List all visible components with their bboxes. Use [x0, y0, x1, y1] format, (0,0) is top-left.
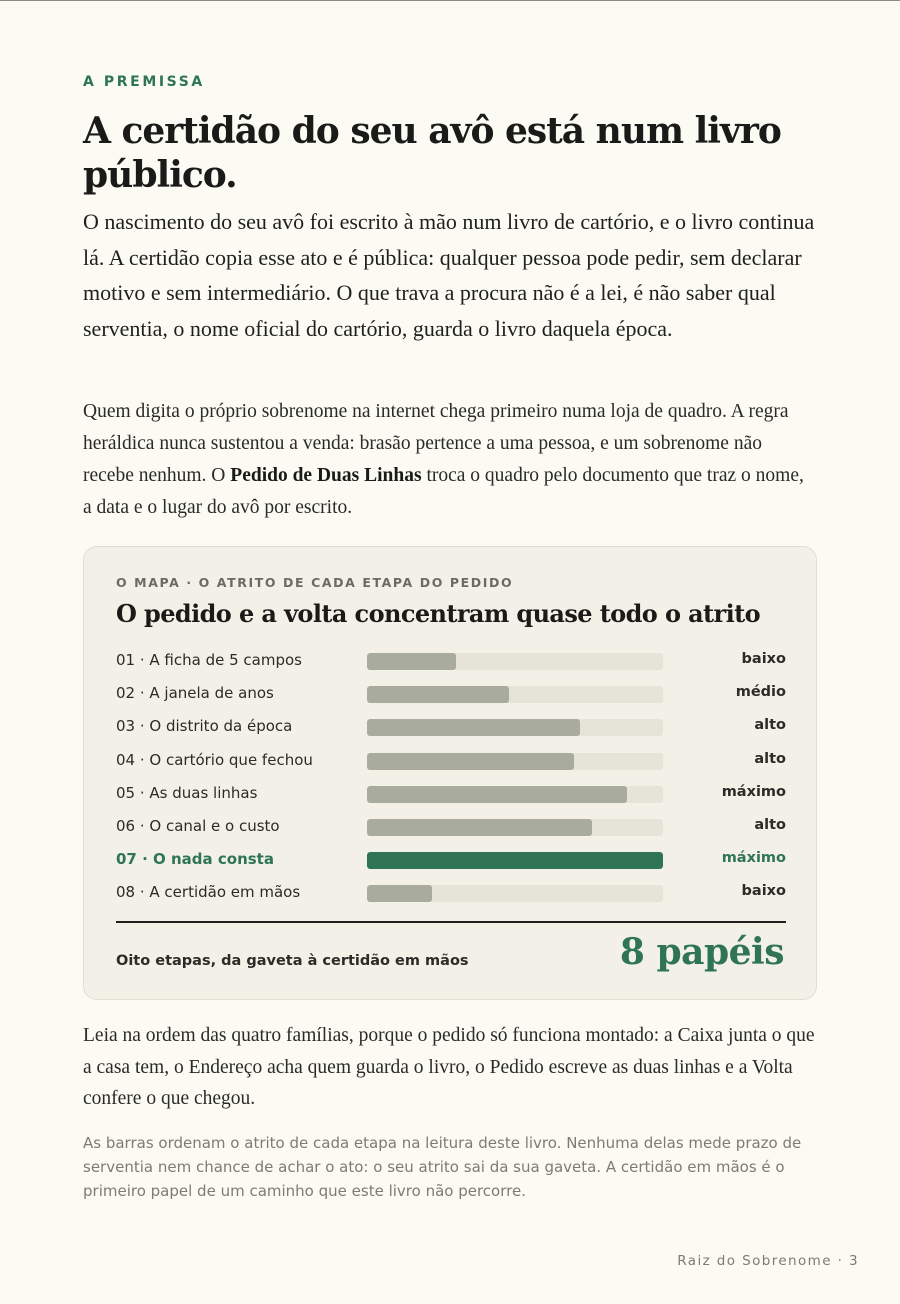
bar-category-label: 07 · O nada consta: [116, 850, 274, 869]
bar-category-label: 06 · O canal e o custo: [116, 817, 280, 835]
bar: [367, 753, 574, 770]
bar: [367, 686, 509, 703]
bar-row: [116, 749, 786, 773]
bar-value-label: alto: [754, 717, 786, 734]
bar-value-label: médio: [735, 684, 786, 701]
bar-category-label: 02 · A janela de anos: [116, 684, 274, 703]
bar: [367, 719, 580, 736]
bar-value-label: máximo: [721, 783, 786, 800]
bar-row: [116, 682, 786, 706]
bar-row: [116, 649, 786, 673]
friction-map-card: [83, 546, 817, 1000]
bar-category-label: 01 · A ficha de 5 campos: [116, 651, 302, 669]
bar-track: [367, 686, 663, 703]
bar-value-label: alto: [754, 817, 786, 833]
bar-track: [367, 786, 663, 803]
page-title: A certidão do seu avô está num livro público.: [83, 110, 781, 196]
bar-track: [367, 852, 663, 869]
bar: [367, 819, 592, 836]
bar-track: [367, 653, 663, 670]
bar-row: [116, 715, 786, 739]
bar-category-label: 08 · A certidão em mãos: [116, 883, 301, 902]
card-kicker: O MAPA · O ATRITO DE CADA ETAPA DO PEDIDO: [116, 575, 514, 590]
section-kicker: A PREMISSA: [83, 74, 205, 90]
bar: [367, 786, 627, 803]
bar-row: [116, 848, 786, 872]
bar-value-label: máximo: [721, 850, 786, 867]
footnote: As barras ordenam o atrito de cada etapa na leitura deste livro. Nenhuma delas mede prazo de serventia nem chance de achar o ato: o seu atrito sai da sua gaveta. A certidão em mãos é o primeiro papel de um caminho que este livro não percorre.: [83, 1134, 802, 1200]
bar-track: [367, 819, 663, 836]
bar-value-label: baixo: [741, 883, 786, 900]
bar-row: [116, 782, 786, 806]
bar-category-label: 05 · As duas linhas: [116, 783, 258, 802]
bar-value-label: baixo: [741, 651, 786, 667]
bar: [367, 885, 432, 902]
body-paragraph: [83, 396, 817, 524]
bar-track: [367, 753, 663, 770]
card-footer-value: 8 papéis: [619, 931, 784, 973]
bar-row: [116, 881, 786, 905]
chart-divider: [116, 921, 786, 923]
chart-title: O pedido e a volta concentram quase todo o atrito: [116, 599, 760, 628]
bar-row: [116, 815, 786, 839]
body-text-start: Quem digita o próprio sobrenome na internet chega primeiro numa loja de quadro. A regra heráldica nunca sustentou a venda: brasão pertence a uma pessoa, e um sobrenome não recebe nenhum. O: [83, 401, 789, 486]
bold-term: Pedido de Duas Linhas: [230, 465, 422, 486]
body-text-end: troca o quadro pelo documento que traz o nome, a data e o lugar do avô por escrito.: [83, 465, 804, 518]
bar-track: [367, 885, 663, 902]
bar-category-label: 03 · O distrito da época: [116, 717, 293, 736]
bar: [367, 852, 663, 869]
bar-value-label: alto: [754, 750, 786, 767]
running-head: Raiz do Sobrenome · 3: [677, 1253, 859, 1269]
bar: [367, 653, 456, 670]
closing-paragraph: Leia na ordem das quatro famílias, porque o pedido só funciona montado: a Caixa junta o que a casa tem, o Endereço acha quem guarda o livro, o Pedido escreve as duas linhas e a Volta confere o que chegou.: [83, 1025, 815, 1109]
bar-category-label: 04 · O cartório que fechou: [116, 750, 313, 769]
bar-track: [367, 719, 663, 736]
lead-paragraph: O nascimento do seu avô foi escrito à mão num livro de cartório, e o livro continua lá. A certidão copia esse ato e é pública: qualquer pessoa pode pedir, sem declarar motivo e sem intermediário. O que trava a procura não é a lei, é não saber qual serventia, o nome oficial do cartório, guarda o livro daquela época.: [83, 209, 815, 341]
card-footer-label: Oito etapas, da gaveta à certidão em mãos: [116, 953, 469, 969]
